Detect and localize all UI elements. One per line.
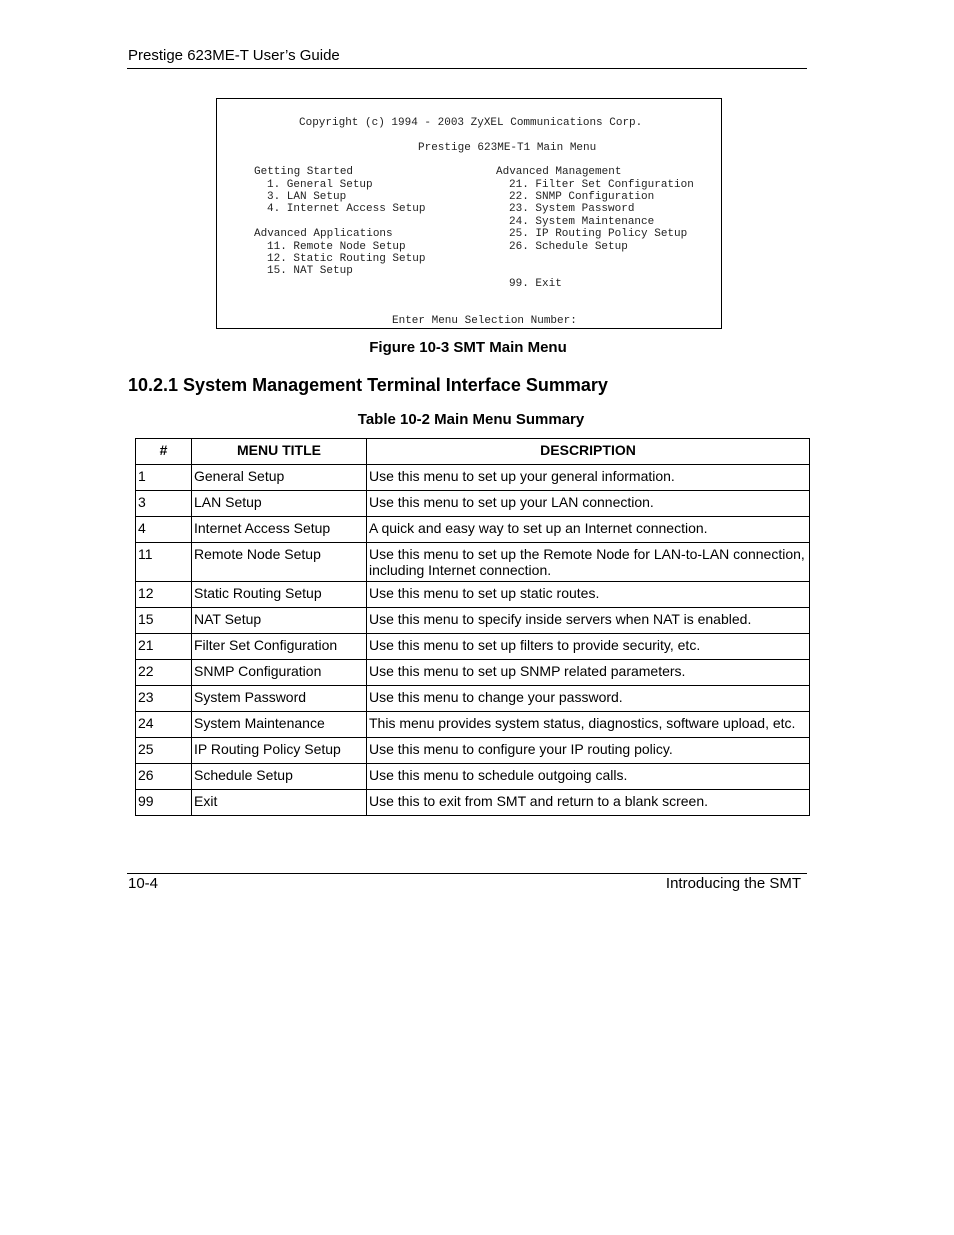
smt-main-menu-screenshot [216, 98, 722, 329]
table-row [136, 517, 810, 543]
cell-description: A quick and easy way to set up an Internet connection. [367, 517, 810, 543]
cell-description: Use this menu to set up your general information. [367, 465, 810, 491]
terminal-group-heading: Advanced Applications [254, 228, 393, 240]
main-menu-summary-table [135, 438, 810, 816]
terminal-menu-item: 25. IP Routing Policy Setup [509, 228, 688, 240]
figure-caption: Figure 10-3 SMT Main Menu [369, 339, 567, 356]
table-row [136, 608, 810, 634]
cell-menu-title: IP Routing Policy Setup [192, 738, 367, 764]
table-row [136, 712, 810, 738]
cell-menu-number: 24 [136, 712, 192, 738]
cell-menu-title: System Password [192, 686, 367, 712]
cell-description: This menu provides system status, diagnostics, software upload, etc. [367, 712, 810, 738]
cell-menu-title: SNMP Configuration [192, 660, 367, 686]
section-heading: 10.2.1 System Management Terminal Interface Summary [128, 375, 608, 395]
cell-menu-title: LAN Setup [192, 491, 367, 517]
terminal-menu-item: 23. System Password [509, 203, 635, 215]
footer-rule [127, 873, 807, 874]
table-header-row [136, 439, 810, 465]
footer-page-number: 10-4 [128, 875, 159, 892]
terminal-menu-item: 15. NAT Setup [267, 265, 353, 277]
column-header-description: DESCRIPTION [367, 439, 810, 465]
terminal-copyright: Copyright (c) 1994 - 2003 ZyXEL Communications Corp. [299, 117, 643, 129]
cell-description: Use this menu to set up the Remote Node for LAN-to-LAN connection, including Internet connection. [367, 543, 810, 582]
terminal-menu-item: 22. SNMP Configuration [509, 191, 655, 203]
terminal-menu-item: 21. Filter Set Configuration [509, 179, 694, 191]
terminal-menu-item: 26. Schedule Setup [509, 241, 628, 253]
cell-menu-title: Remote Node Setup [192, 543, 367, 582]
terminal-menu-title: Prestige 623ME-T1 Main Menu [418, 142, 597, 154]
cell-menu-number: 11 [136, 543, 192, 582]
cell-menu-title: Filter Set Configuration [192, 634, 367, 660]
cell-description: Use this menu to set up SNMP related parameters. [367, 660, 810, 686]
cell-menu-title: Internet Access Setup [192, 517, 367, 543]
cell-menu-number: 4 [136, 517, 192, 543]
cell-description: Use this menu to set up static routes. [367, 582, 810, 608]
table-row [136, 491, 810, 517]
cell-description: Use this menu to configure your IP routing policy. [367, 738, 810, 764]
cell-menu-number: 26 [136, 764, 192, 790]
cell-description: Use this menu to schedule outgoing calls. [367, 764, 810, 790]
cell-menu-number: 25 [136, 738, 192, 764]
table-row [136, 686, 810, 712]
terminal-prompt: Enter Menu Selection Number: [392, 315, 577, 327]
column-header-menu-title: MENU TITLE [192, 439, 367, 465]
terminal-menu-item: 24. System Maintenance [509, 216, 655, 228]
header-rule [127, 68, 807, 69]
terminal-menu-item: 4. Internet Access Setup [267, 203, 426, 215]
cell-description: Use this menu to specify inside servers when NAT is enabled. [367, 608, 810, 634]
cell-menu-title: NAT Setup [192, 608, 367, 634]
cell-menu-title: Static Routing Setup [192, 582, 367, 608]
terminal-menu-item: 11. Remote Node Setup [267, 241, 406, 253]
terminal-exit-item: 99. Exit [509, 278, 562, 290]
cell-description: Use this menu to change your password. [367, 686, 810, 712]
terminal-menu-item: 12. Static Routing Setup [267, 253, 426, 265]
cell-menu-title: General Setup [192, 465, 367, 491]
table-row [136, 738, 810, 764]
table-row [136, 660, 810, 686]
running-header-title: Prestige 623ME-T User’s Guide [128, 47, 340, 64]
table-row [136, 790, 810, 816]
cell-menu-number: 99 [136, 790, 192, 816]
terminal-menu-item: 3. LAN Setup [267, 191, 347, 203]
cell-menu-number: 12 [136, 582, 192, 608]
cell-description: Use this menu to set up your LAN connection. [367, 491, 810, 517]
cell-description: Use this to exit from SMT and return to a blank screen. [367, 790, 810, 816]
terminal-group-heading: Getting Started [254, 166, 354, 178]
cell-menu-number: 23 [136, 686, 192, 712]
cell-menu-number: 3 [136, 491, 192, 517]
cell-description: Use this menu to set up filters to provide security, etc. [367, 634, 810, 660]
cell-menu-title: Exit [192, 790, 367, 816]
cell-menu-number: 22 [136, 660, 192, 686]
terminal-group-heading: Advanced Management [496, 166, 622, 178]
table-row [136, 634, 810, 660]
terminal-menu-item: 1. General Setup [267, 179, 373, 191]
table-row [136, 543, 810, 582]
table-row [136, 582, 810, 608]
table-row [136, 465, 810, 491]
cell-menu-number: 1 [136, 465, 192, 491]
column-header-number: # [136, 439, 192, 465]
cell-menu-number: 15 [136, 608, 192, 634]
cell-menu-title: System Maintenance [192, 712, 367, 738]
cell-menu-title: Schedule Setup [192, 764, 367, 790]
footer-chapter-title: Introducing the SMT [665, 875, 801, 892]
cell-menu-number: 21 [136, 634, 192, 660]
table-row [136, 764, 810, 790]
table-caption: Table 10-2 Main Menu Summary [357, 411, 585, 428]
